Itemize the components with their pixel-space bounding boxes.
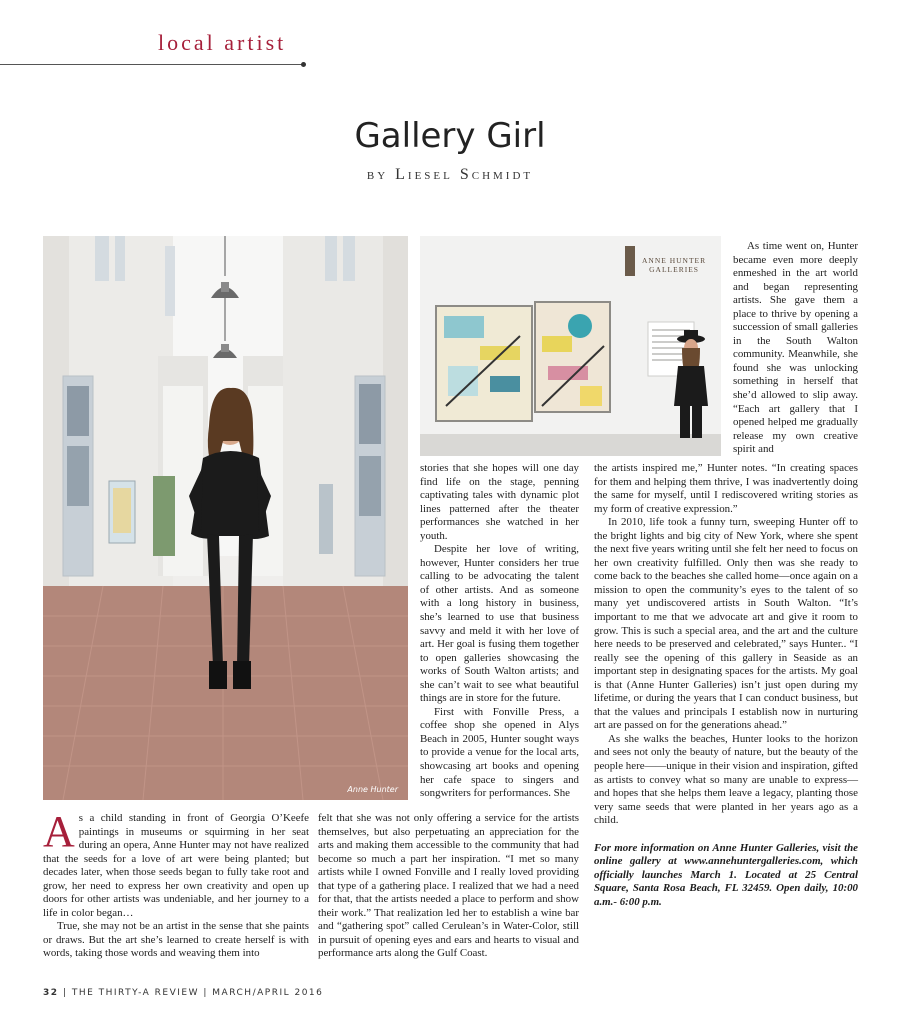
column-1: [43, 807, 309, 961]
section-divider: [0, 64, 304, 65]
paragraph-3: stories that she hopes will one day find life on the stage, penning captivating tales with dynamic plot lines patterned after the theater performances she watched in her youth.: [420, 462, 579, 542]
photo-credit: Anne Hunter: [347, 785, 398, 794]
paragraph-9: In 2010, life took a funny turn, sweeping Hunter off to the bright lights and big city of New York, where she spent the next five years writing until she felt her need to focus on her own creativity fulfilled. Only then was she ready to come back to the beaches she called home—once again on a mission to open the community’s eyes to the talent of so many yet undiscovered artists in South Walton. “It’s important to me that we advocate art and give it room to grow. This is such a special area, and the art and the culture here needs to be preserved and celebrated,” says Hunter.. “I really see the opening of this gallery in Seaside as an important step in designating spaces for the artists. My goal is that (Anne Hunter Galleries) isn’t just open during my lifetime, or during the years that I can conduct business, but that the values and principals I establish now in nurturing art are passed on for the generations ahead.”: [594, 516, 858, 732]
courtyard-illustration: [43, 236, 408, 800]
page-footer: [43, 988, 323, 998]
column-3b: [594, 462, 858, 910]
gallery-info: For more information on Anne Hunter Galleries, visit the online gallery at www.annehuntergalleries.com, which officially launches March 1. Located at 25 Central Square, Santa Rosa Beach, FL 32459. Open daily, 10:00 a.m.- 6:00 p.m.: [594, 841, 858, 908]
article-title: Gallery Girl: [354, 116, 546, 156]
paragraph-7: As time went on, Hunter became even more deeply enmeshed in the art world and began representing artists. She gave them a place to thrive by opening a succession of small galleries in the South Walton community. Meanwhile, she found she was unlocking something in herself that she’d allowed to slip away. “Each art gallery that I opened helped me gradually release my own creative spirit and: [733, 240, 858, 456]
paragraph-2: True, she may not be an artist in the sense that she paints or draws. But the art she’s learned to create herself is with words, taking those words and weaving them into: [43, 920, 309, 960]
section-divider-dot: [301, 62, 306, 67]
gallery-sign-line1: ANNE HUNTER: [642, 256, 707, 265]
footer-separator: |: [62, 988, 68, 998]
page-number: 32: [43, 988, 59, 998]
paragraph-4: Despite her love of writing, however, Hunter considers her true calling to be advocating the talent of other artists. And as someone with a long history in business, she’s learned to use that business savvy and meld it with her love of art. Her goal is fusing them together to open galleries showcasing the works of South Walton artists; and she can’t wait to see what beautiful things are in store for the future.: [420, 543, 579, 705]
gallery-sign-line2: GALLERIES: [649, 265, 699, 274]
drop-cap: A: [43, 807, 75, 856]
publication-name: THE THIRTY-A REVIEW: [71, 988, 199, 998]
paragraph-8: the artists inspired me,” Hunter notes. “In creating spaces for them and helping them thrive, I was inadvertently doing the same for myself, until I rediscovered writing stories as my form of creative expression.”: [594, 462, 858, 515]
footer-separator-2: |: [203, 988, 208, 998]
gallery-interior-photo: [420, 236, 721, 456]
column-2: [420, 462, 579, 801]
gallery-sign: [642, 256, 706, 274]
paragraph-10: As she walks the beaches, Hunter looks to the horizon and sees not only the beauty of nature, but the beauty of the people here——unique in their vision and inspiration, gifted as artists to convey what so many are unable to express—and hopes that she helps them leave a legacy, planting those very same seeds that were planted in her years ago as a child.: [594, 732, 858, 827]
paragraph-5: First with Fonville Press, a coffee shop she opened in Alys Beach in 2005, Hunter sought ways to provide a venue for the local arts, showcasing art books and opening her cafe space to singers and songwriters for performances. She: [420, 705, 579, 800]
paragraph-1: [43, 807, 309, 920]
paragraph-6: felt that she was not only offering a service for the artists themselves, but also perpetuating an appreciation for the arts and making them accessible to the community that had become so much a part her inspiration. “I met so many artists while I owned Fonville and I really loved providing that type of a gathering place. I realized that we had a need for that, that the artists needed a place to perform and show their work.” That realization led her to establish a wine bar and “gathering spot” called Cerulean’s in Water-Color, still in pursuit of opening eyes and ears and hearts to visual and performance arts along the Gulf Coast.: [318, 812, 579, 960]
article-byline: by Liesel Schmidt: [366, 166, 534, 183]
issue-date: MARCH/APRIL 2016: [212, 988, 324, 998]
artist-portrait-photo: [43, 236, 408, 800]
column-2b: [318, 812, 579, 961]
column-3: [733, 240, 858, 457]
paragraph-1-text: s a child standing in front of Georgia O’Keefe paintings in museums or squirming in her seat during an opera, Anne Hunter may not have realized that the seeds for a love of art were being planted; but decades later, when those seeds began to fully take root and grow, her need to express her own creativity and open up doors for other artists was undeniable, and her journey to a life in color began…: [43, 812, 309, 919]
section-label: local artist: [158, 30, 287, 55]
